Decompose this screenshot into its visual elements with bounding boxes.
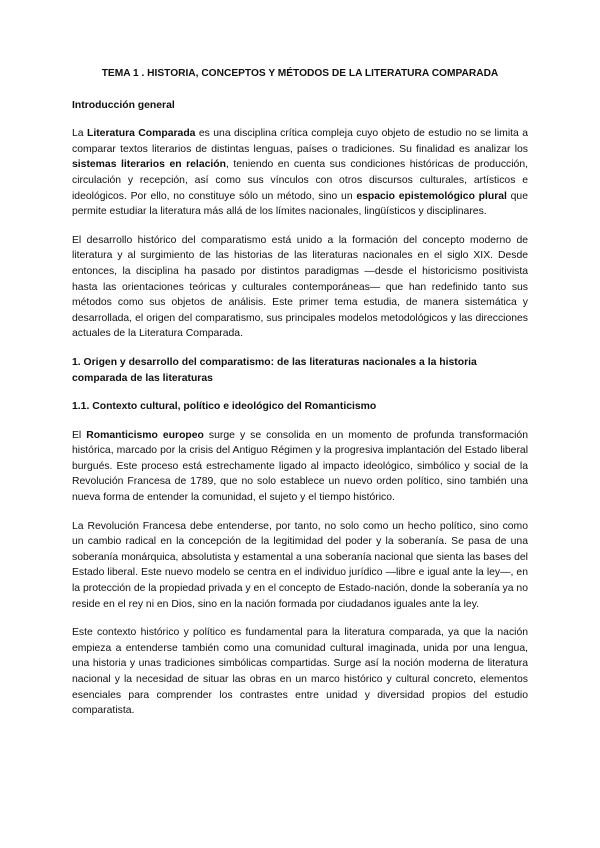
section-1-heading: 1. Origen y desarrollo del comparatismo: de las literaturas nacionales a la historia comparada de las literaturas (72, 356, 477, 384)
intro-paragraph-1 (72, 126, 528, 220)
document-page (72, 66, 528, 732)
bold-term: Romanticismo europeo (86, 429, 204, 441)
text-run: , teniendo en cuenta sus condiciones históricas de producción, circulación y recepción, así como sus vínculos con otros discursos culturales, artísticos e ideológicos. Por ello, no constituye sólo un método, sino un (72, 159, 528, 202)
section-1-1-heading: 1.1. Contexto cultural, político e ideológico del Romanticismo (72, 401, 377, 413)
document-title: TEMA 1 . HISTORIA, CONCEPTOS Y MÉTODOS DE LA LITERATURA COMPARADA (101, 68, 499, 79)
section-1-1-paragraph-1 (72, 428, 528, 506)
text-run: El (72, 429, 87, 441)
text-run: La (72, 128, 87, 140)
bold-term: sistemas literarios en relación (72, 159, 226, 171)
section-1-1-paragraph-2: La Revolución Francesa debe entenderse, por tanto, no solo como un hecho político, sino como un cambio radical en la concepción de la legitimidad del poder y la soberanía. Se pasa de una soberanía monárquica, absolutista y estamental a una soberanía nacional que sienta las bases del Estado liberal. Este nuevo modelo se centra en el individuo jurídico —libre e igual ante la ley—, en la protección de la propiedad privada y en el concepto de Estado-nación, donde la soberanía ya no reside en el rey ni en Dios, sino en la nación formada por ciudadanos iguales ante la ley. (72, 520, 528, 610)
intro-heading: Introducción general (72, 99, 175, 111)
bold-term: espacio epistemológico plural (356, 190, 507, 202)
section-1-1-paragraph-3: Este contexto histórico y político es fundamental para la literatura comparada, ya que la nación empieza a entenderse también como una comunidad cultural imaginada, unida por una lengua, una historia y unas tradiciones simbólicas compartidas. Surge así la noción moderna de literatura nacional y la necesidad de situar las obras en un marco histórico y cultural concreto, elementos esenciales para comprender los contrastes entre unidad y diversidad propios del estudio comparatista. (72, 627, 528, 717)
text-run: que permite estudiar la literatura más allá de los límites nacionales, lingüísticos y disciplinares. (72, 190, 528, 218)
text-run: es una disciplina crítica compleja cuyo objeto de estudio no se limita a comparar textos literarios de distintas lenguas, países o tradiciones. Su finalidad es analizar los (72, 128, 528, 155)
text-run: surge y se consolida en un momento de profunda transformación histórica, marcado por la crisis del Antiguo Régimen y la progresiva implantación del Estado liberal burgués. Este proceso está estrechamente ligado al impacto ideológico, simbólico y social de la Revolución Francesa de 1789, que no solo establece un nuevo orden político, sino también una nueva forma de entender la comunidad, el sujeto y el tiempo histórico. (72, 429, 528, 504)
bold-term: Literatura Comparada (86, 128, 196, 140)
intro-paragraph-2: El desarrollo histórico del comparatismo está unido a la formación del concepto moderno de literatura y al surgimiento de las historias de las literaturas nacionales en el siglo XIX. Desde entonces, la disciplina ha pasado por distintos paradigmas —desde el historicismo positivista hasta las orientaciones teóricas y culturales contemporáneas— que han redefinido tanto sus métodos como sus objetos de análisis. Este primer tema estudia, de manera sistemática y desarrollada, el origen del comparatismo, sus principales modelos metodológicos y las direcciones actuales de la Literatura Comparada. (72, 234, 528, 340)
